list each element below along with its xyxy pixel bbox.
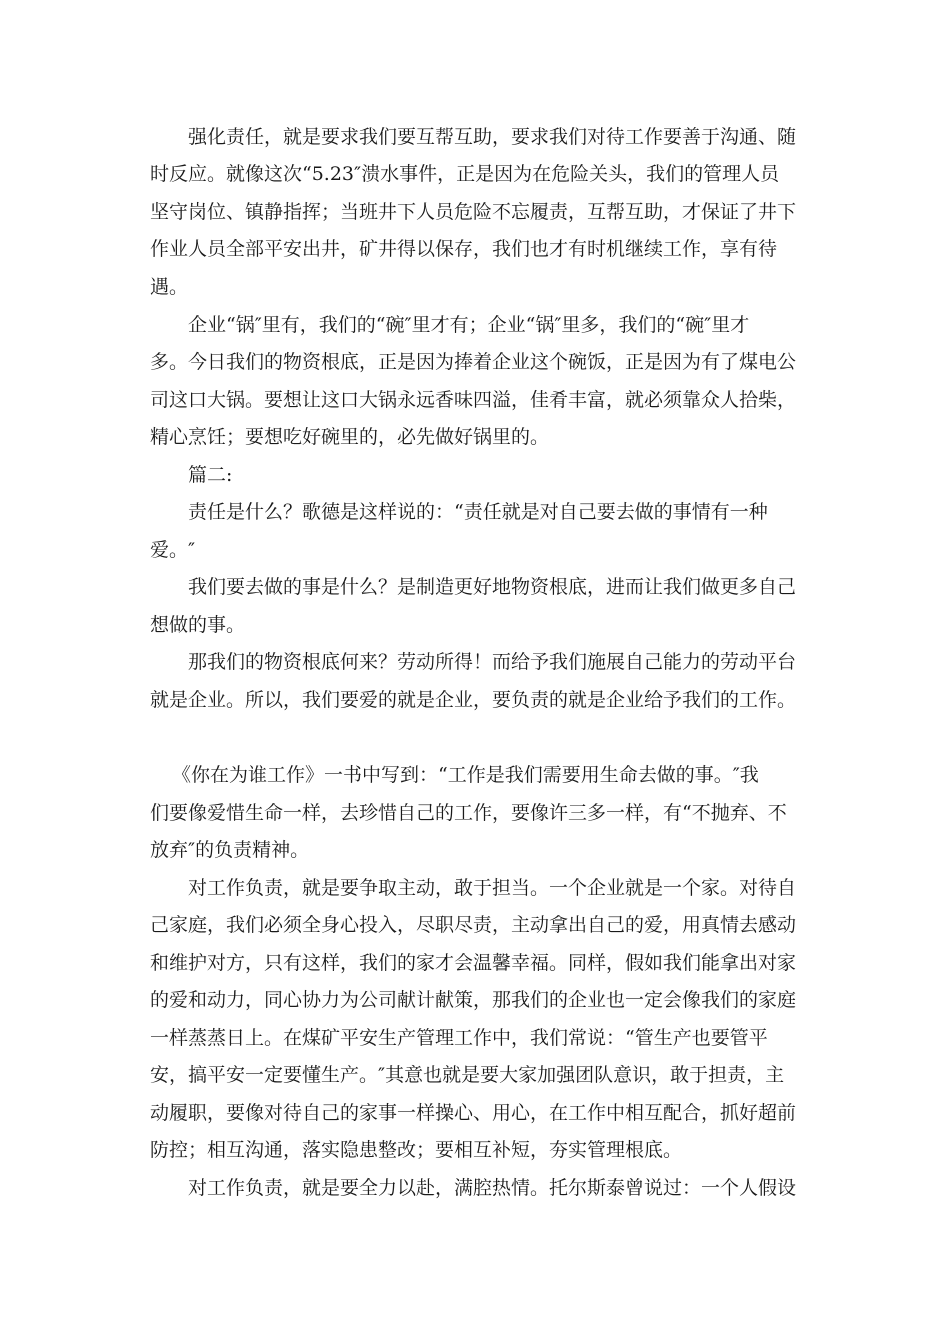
- text-line: 对工作负责，就是要全力以赴，满腔热情。托尔斯泰曾说过：一个人假设: [188, 1177, 797, 1199]
- text-line: 多。今日我们的物资根底，正是因为捧着企业这个碗饭，正是因为有了煤电公: [150, 351, 797, 373]
- text-line: 遇。: [150, 276, 189, 298]
- text-line: 精心烹饪；要想吃好碗里的，必先做好锅里的。: [150, 426, 550, 448]
- text-line: 作业人员全部平安出井，矿井得以保存，我们也才有时机继续工作，享有待: [150, 238, 778, 260]
- text-line: 强化责任，就是要求我们要互帮互助，要求我们对待工作要善于沟通、随: [188, 126, 797, 148]
- text-line: 一样蒸蒸日上。在煤矿平安生产管理工作中，我们常说：“管生产也要管平: [150, 1027, 768, 1049]
- text-line: 司这口大锅。要想让这口大锅永远香味四溢，佳肴丰富，就必须靠众人拾柴，: [150, 389, 797, 411]
- text-line: 们要像爱惜生命一样，去珍惜自己的工作，要像许三多一样，有“不抛弃、不: [150, 802, 787, 824]
- text-line: 的爱和动力，同心协力为公司献计献策，那我们的企业也一定会像我们的家庭: [150, 989, 797, 1011]
- text-line: 和维护对方，只有这样，我们的家才会温馨幸福。同样，假如我们能拿出对家: [150, 952, 797, 974]
- text-line: 那我们的物资根底何来？劳动所得！而给予我们施展自己能力的劳动平台: [188, 651, 797, 673]
- text-line: 就是企业。所以，我们要爱的就是企业，要负责的就是企业给予我们的工作。: [150, 689, 797, 711]
- text-line: 责任是什么？歌德是这样说的：“责任就是对自己要去做的事情有一种: [188, 501, 768, 523]
- section-heading: 篇二:: [188, 464, 233, 486]
- text-line: 企业“锅″里有，我们的“碗″里才有；企业“锅″里多，我们的“碗″里才: [188, 314, 750, 336]
- text-line: 我们要去做的事是什么？是制造更好地物资根底，进而让我们做更多自己: [188, 576, 797, 598]
- text-line: 防控；相互沟通，落实隐患整改；要相互补短，夯实管理根底。: [150, 1139, 683, 1161]
- text-line: 爱。″: [150, 539, 196, 561]
- text-line: 安，搞平安一定要懂生产。″其意也就是要大家加强团队意识，敢于担责，主: [150, 1064, 785, 1086]
- text-line: 《你在为谁工作》一书中写到：“工作是我们需要用生命去做的事。″我: [172, 764, 759, 786]
- text-line: 想做的事。: [150, 614, 246, 636]
- text-line: 动履职，要像对待自己的家事一样操心、用心，在工作中相互配合，抓好超前: [150, 1102, 797, 1124]
- text-line: 时反应。就像这次“5.23″溃水事件，正是因为在危险关头，我们的管理人员: [150, 163, 780, 185]
- text-line: 己家庭，我们必须全身心投入，尽职尽责，主动拿出自己的爱，用真情去感动: [150, 914, 797, 936]
- text-line: 放弃″的负责精神。: [150, 839, 310, 861]
- text-line: 对工作负责，就是要争取主动，敢于担当。一个企业就是一个家。对待自: [188, 877, 797, 899]
- text-line: 坚守岗位、镇静指挥；当班井下人员危险不忘履责，互帮互助，才保证了井下: [150, 201, 797, 223]
